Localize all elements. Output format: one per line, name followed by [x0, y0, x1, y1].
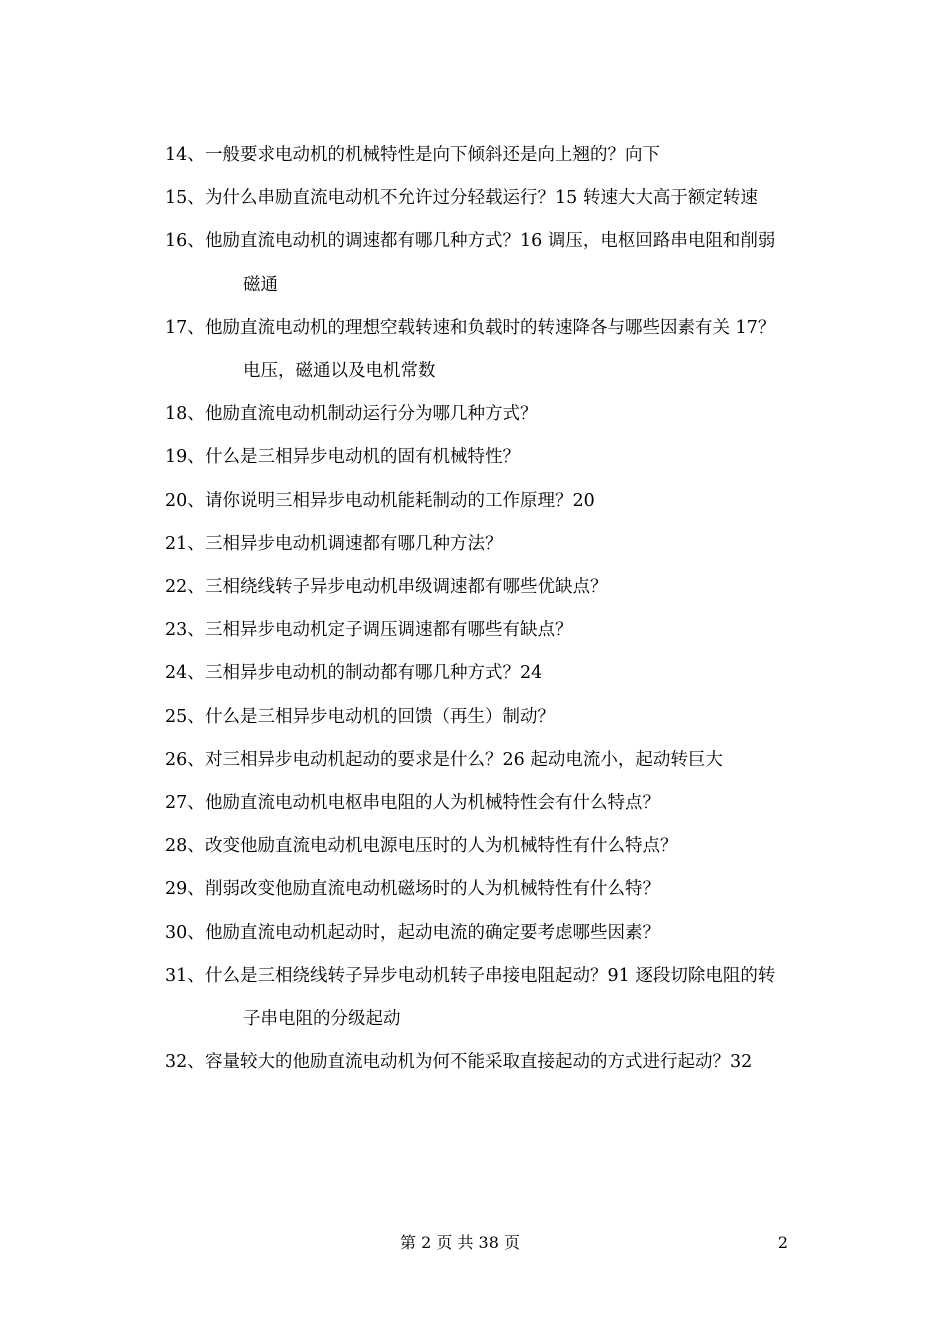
question-number: 24、 [165, 663, 205, 684]
question-text: 他励直流电动机电枢串电阻的人为机械特性会有什么特点？ [205, 793, 660, 814]
question-number: 29、 [165, 879, 205, 900]
question-text: 他励直流电动机的理想空载转速和负载时的转速降各与哪些因素有关 17？电压，磁通以及电机常数 [205, 317, 776, 382]
question-number: 20、 [165, 490, 205, 511]
question-number: 22、 [165, 577, 205, 598]
question-item [165, 696, 790, 739]
question-item [165, 220, 790, 306]
question-text: 他励直流电动机制动运行分为哪几种方式？ [205, 404, 538, 425]
question-text: 三相异步电动机调速都有哪几种方法？ [205, 533, 503, 554]
question-item [165, 480, 790, 523]
question-text: 请你说明三相异步电动机能耗制动的工作原理？20 [205, 490, 595, 511]
page-footer [0, 1231, 950, 1255]
question-number: 27、 [165, 793, 205, 814]
question-text: 一般要求电动机的机械特性是向下倾斜还是向上翘的？向下 [205, 145, 660, 165]
page-number: 2 [777, 1233, 788, 1252]
question-text: 什么是三相绕线转子异步电动机转子串接电阻起动？91 逐段切除电阻的转子串电阻的分级起动 [205, 965, 776, 1030]
question-number: 18、 [165, 404, 205, 425]
question-number: 32、 [165, 1052, 205, 1073]
question-item [165, 868, 790, 911]
question-number: 16、 [165, 231, 205, 252]
question-item [165, 307, 790, 393]
question-text: 什么是三相异步电动机的固有机械特性？ [205, 447, 520, 468]
question-text: 什么是三相异步电动机的回馈（再生）制动？ [205, 706, 555, 727]
question-text: 容量较大的他励直流电动机为何不能采取直接起动的方式进行起动？32 [205, 1052, 753, 1073]
question-item [165, 912, 790, 955]
question-text: 三相异步电动机的制动都有哪几种方式？24 [205, 663, 543, 684]
question-text: 为什么串励直流电动机不允许过分轻载运行？15 转速大大高于额定转速 [205, 188, 758, 209]
question-item [165, 177, 790, 220]
question-number: 30、 [165, 922, 205, 943]
question-number: 19、 [165, 447, 205, 468]
question-number: 14、 [165, 145, 205, 165]
question-item [165, 782, 790, 825]
question-item [165, 825, 790, 868]
question-text: 对三相异步电动机起动的要求是什么？26 起动电流小，起动转巨大 [205, 749, 723, 770]
question-text: 三相绕线转子异步电动机串级调速都有哪些优缺点？ [205, 577, 608, 598]
question-item [165, 566, 790, 609]
question-text: 削弱改变他励直流电动机磁场时的人为机械特性有什么特？ [205, 879, 660, 900]
question-item [165, 134, 790, 177]
question-text: 他励直流电动机起动时，起动电流的确定要考虑哪些因素？ [205, 922, 660, 943]
question-text: 改变他励直流电动机电源电压时的人为机械特性有什么特点？ [205, 836, 678, 857]
question-number: 17、 [165, 317, 205, 338]
question-item [165, 436, 790, 479]
question-item [165, 393, 790, 436]
question-item [165, 739, 790, 782]
question-item [165, 609, 790, 652]
question-number: 31、 [165, 965, 205, 986]
question-text: 三相异步电动机定子调压调速都有哪些有缺点？ [205, 620, 573, 641]
page-count-label: 第 2 页 共 38 页 [400, 1233, 520, 1252]
question-item [165, 1041, 790, 1084]
question-number: 15、 [165, 188, 205, 209]
question-item [165, 652, 790, 695]
question-item [165, 955, 790, 1041]
question-number: 21、 [165, 533, 205, 554]
question-number: 23、 [165, 620, 205, 641]
question-number: 25、 [165, 706, 205, 727]
question-text: 他励直流电动机的调速都有哪几种方式？16 调压，电枢回路串电阻和削弱磁通 [205, 231, 776, 295]
question-list [165, 134, 790, 1084]
question-number: 26、 [165, 749, 205, 770]
question-number: 28、 [165, 836, 205, 857]
question-item [165, 523, 790, 566]
